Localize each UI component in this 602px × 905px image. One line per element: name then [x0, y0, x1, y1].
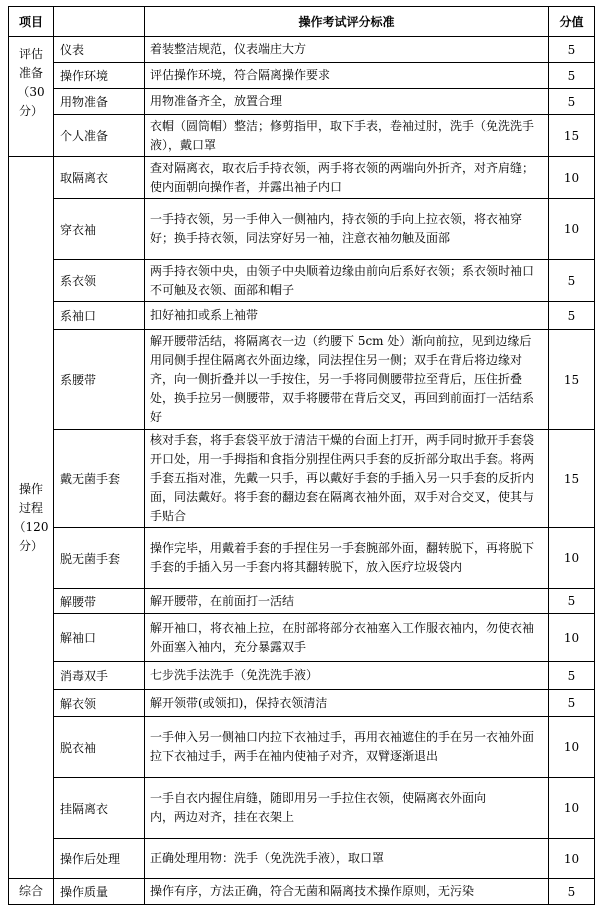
- criteria-text: 衣帽（圆筒帽）整洁；修剪指甲，取下手表，卷袖过肘，洗手（免洗洗手液），戴口罩: [145, 115, 549, 157]
- table-row: [9, 589, 595, 614]
- score-value: 5: [549, 662, 595, 690]
- table-row: [9, 690, 595, 717]
- score-value: 5: [549, 63, 595, 89]
- score-value: 10: [549, 157, 595, 199]
- header-category: 项目: [9, 7, 54, 37]
- criteria-text: 解开袖口，将衣袖上拉，在肘部将部分衣袖塞入工作服衣袖内，勿使衣袖外面塞入袖内，充分暴露双手: [145, 614, 549, 662]
- item-name: 个人准备: [54, 115, 145, 157]
- criteria-text: 正确处理用物：洗手（免洗洗手液），取口罩: [145, 839, 549, 879]
- table-row: [9, 260, 595, 302]
- criteria-text: 核对手套，将手套袋平放于清洁干燥的台面上打开，两手同时掀开手套袋开口处，用一手拇指和食指分别捏住两只手套的反折部分取出手套。将两手套五指对准，先戴一只手，再以戴好手套的手插入另一只手套的反折内面，同法戴好。将手套的翻边套在隔离衣袖外面，双手对合交叉，使其与手贴合: [145, 430, 549, 528]
- item-name: 解衣领: [54, 690, 145, 717]
- score-value: 5: [549, 690, 595, 717]
- category-cell: [9, 879, 54, 905]
- table-row: [9, 839, 595, 879]
- item-name: 消毒双手: [54, 662, 145, 690]
- category-cell: [9, 157, 54, 879]
- item-name: 操作环境: [54, 63, 145, 89]
- criteria-text: 七步洗手法洗手（免洗洗手液）: [145, 662, 549, 690]
- table-row: [9, 89, 595, 115]
- category-text: （30: [17, 85, 45, 99]
- category-text: 分）: [18, 104, 43, 118]
- score-value: 5: [549, 302, 595, 330]
- item-name: 脱无菌手套: [54, 528, 145, 589]
- score-value: 5: [549, 879, 595, 905]
- table-row: [9, 302, 595, 330]
- table-row: [9, 199, 595, 260]
- criteria-text: 扣好袖扣或系上袖带: [145, 302, 549, 330]
- score-value: 15: [549, 330, 595, 430]
- score-value: 10: [549, 778, 595, 839]
- category-text: 评估: [18, 47, 43, 61]
- header-score: 分值: [549, 7, 595, 37]
- score-value: 5: [549, 37, 595, 63]
- score-value: 5: [549, 260, 595, 302]
- table-row: [9, 879, 595, 905]
- criteria-text: 查对隔离衣，取衣后手持衣领，两手将衣领的两端向外折齐，对齐肩缝；使内面朝向操作者，并露出袖子内口: [145, 157, 549, 199]
- item-name: 穿衣袖: [54, 199, 145, 260]
- score-value: 10: [549, 839, 595, 879]
- item-name: 脱衣袖: [54, 717, 145, 778]
- header-criteria: 操作考试评分标准: [145, 7, 549, 37]
- criteria-text: 解开腰带活结，将隔离衣一边（约腰下 5cm 处）渐向前拉，见到边缘后用同侧手捏住隔离衣外面边缘，同法捏住另一侧；双手在背后将边缘对齐，向一侧折叠并以一手按住，另一手将同侧腰带拉至背后，压住折叠处，换手拉另一侧腰带，双手将腰带在背后交叉，再回到前面打一活结系好: [145, 330, 549, 430]
- category-text: 综合: [18, 884, 43, 898]
- table-row: [9, 115, 595, 157]
- score-value: 10: [549, 199, 595, 260]
- category-cell: [9, 37, 54, 157]
- criteria-text: 一手伸入另一侧袖口内拉下衣袖过手，再用衣袖遮住的手在另一衣袖外面拉下衣袖过手，两手在袖内使袖子对齐，双臂逐渐退出: [145, 717, 549, 778]
- category-text: 分）: [18, 538, 43, 553]
- item-name: 系衣领: [54, 260, 145, 302]
- score-value: 15: [549, 115, 595, 157]
- table-row: [9, 614, 595, 662]
- criteria-text: 操作有序，方法正确，符合无菌和隔离技术操作原则，无污染: [145, 879, 549, 905]
- criteria-line: 一手自衣内握住肩缝，随即用另一手拉住衣领，使隔离衣外面向: [150, 791, 487, 805]
- criteria-text: 解开领带(或领扣)，保持衣领清洁: [145, 690, 549, 717]
- item-name: 系袖口: [54, 302, 145, 330]
- item-name: 操作质量: [54, 879, 145, 905]
- item-name: 挂隔离衣: [54, 778, 145, 839]
- table-row: [9, 528, 595, 589]
- table-row: [9, 717, 595, 778]
- header-row: [9, 7, 595, 37]
- table-row: [9, 37, 595, 63]
- criteria-text: 操作完毕，用戴着手套的手捏住另一手套腕部外面，翻转脱下，再将脱下手套的手插入另一手套内将其翻转脱下，放入医疗垃圾袋内: [145, 528, 549, 589]
- item-name: 系腰带: [54, 330, 145, 430]
- scoring-table: [8, 6, 595, 905]
- item-name: 仪表: [54, 37, 145, 63]
- item-name: 取隔离衣: [54, 157, 145, 199]
- table-row: [9, 662, 595, 690]
- table-row: [9, 157, 595, 199]
- criteria-text: [145, 778, 549, 839]
- criteria-text: 一手持衣领，另一手伸入一侧袖内，持衣领的手向上拉衣领，将衣袖穿好；换手持衣领，同法穿好另一袖，注意衣袖勿触及面部: [145, 199, 549, 260]
- score-value: 10: [549, 717, 595, 778]
- criteria-text: 两手持衣领中央，由领子中央顺着边缘由前向后系好衣领；系衣领时袖口不可触及衣领、面部和帽子: [145, 260, 549, 302]
- score-value: 5: [549, 589, 595, 614]
- table-row: [9, 778, 595, 839]
- table-row: [9, 430, 595, 528]
- item-name: 解腰带: [54, 589, 145, 614]
- header-category: [54, 7, 145, 37]
- score-value: 15: [549, 430, 595, 528]
- criteria-text: 解开腰带，在前面打一活结: [145, 589, 549, 614]
- criteria-line: 内，两边对齐，挂在衣架上: [150, 810, 295, 824]
- criteria-text: 着装整洁规范，仪表端庄大方: [145, 37, 549, 63]
- criteria-text: 用物准备齐全，放置合理: [145, 89, 549, 115]
- score-value: 10: [549, 528, 595, 589]
- score-value: 5: [549, 89, 595, 115]
- category-text: （120: [13, 519, 49, 534]
- score-value: 10: [549, 614, 595, 662]
- item-name: 戴无菌手套: [54, 430, 145, 528]
- table-row: [9, 330, 595, 430]
- category-text: 过程: [18, 500, 43, 515]
- item-name: 操作后处理: [54, 839, 145, 879]
- item-name: 用物准备: [54, 89, 145, 115]
- criteria-text: 评估操作环境，符合隔离操作要求: [145, 63, 549, 89]
- category-text: 准备: [18, 66, 43, 80]
- category-text: 操作: [18, 481, 43, 496]
- item-name: 解袖口: [54, 614, 145, 662]
- table-row: [9, 63, 595, 89]
